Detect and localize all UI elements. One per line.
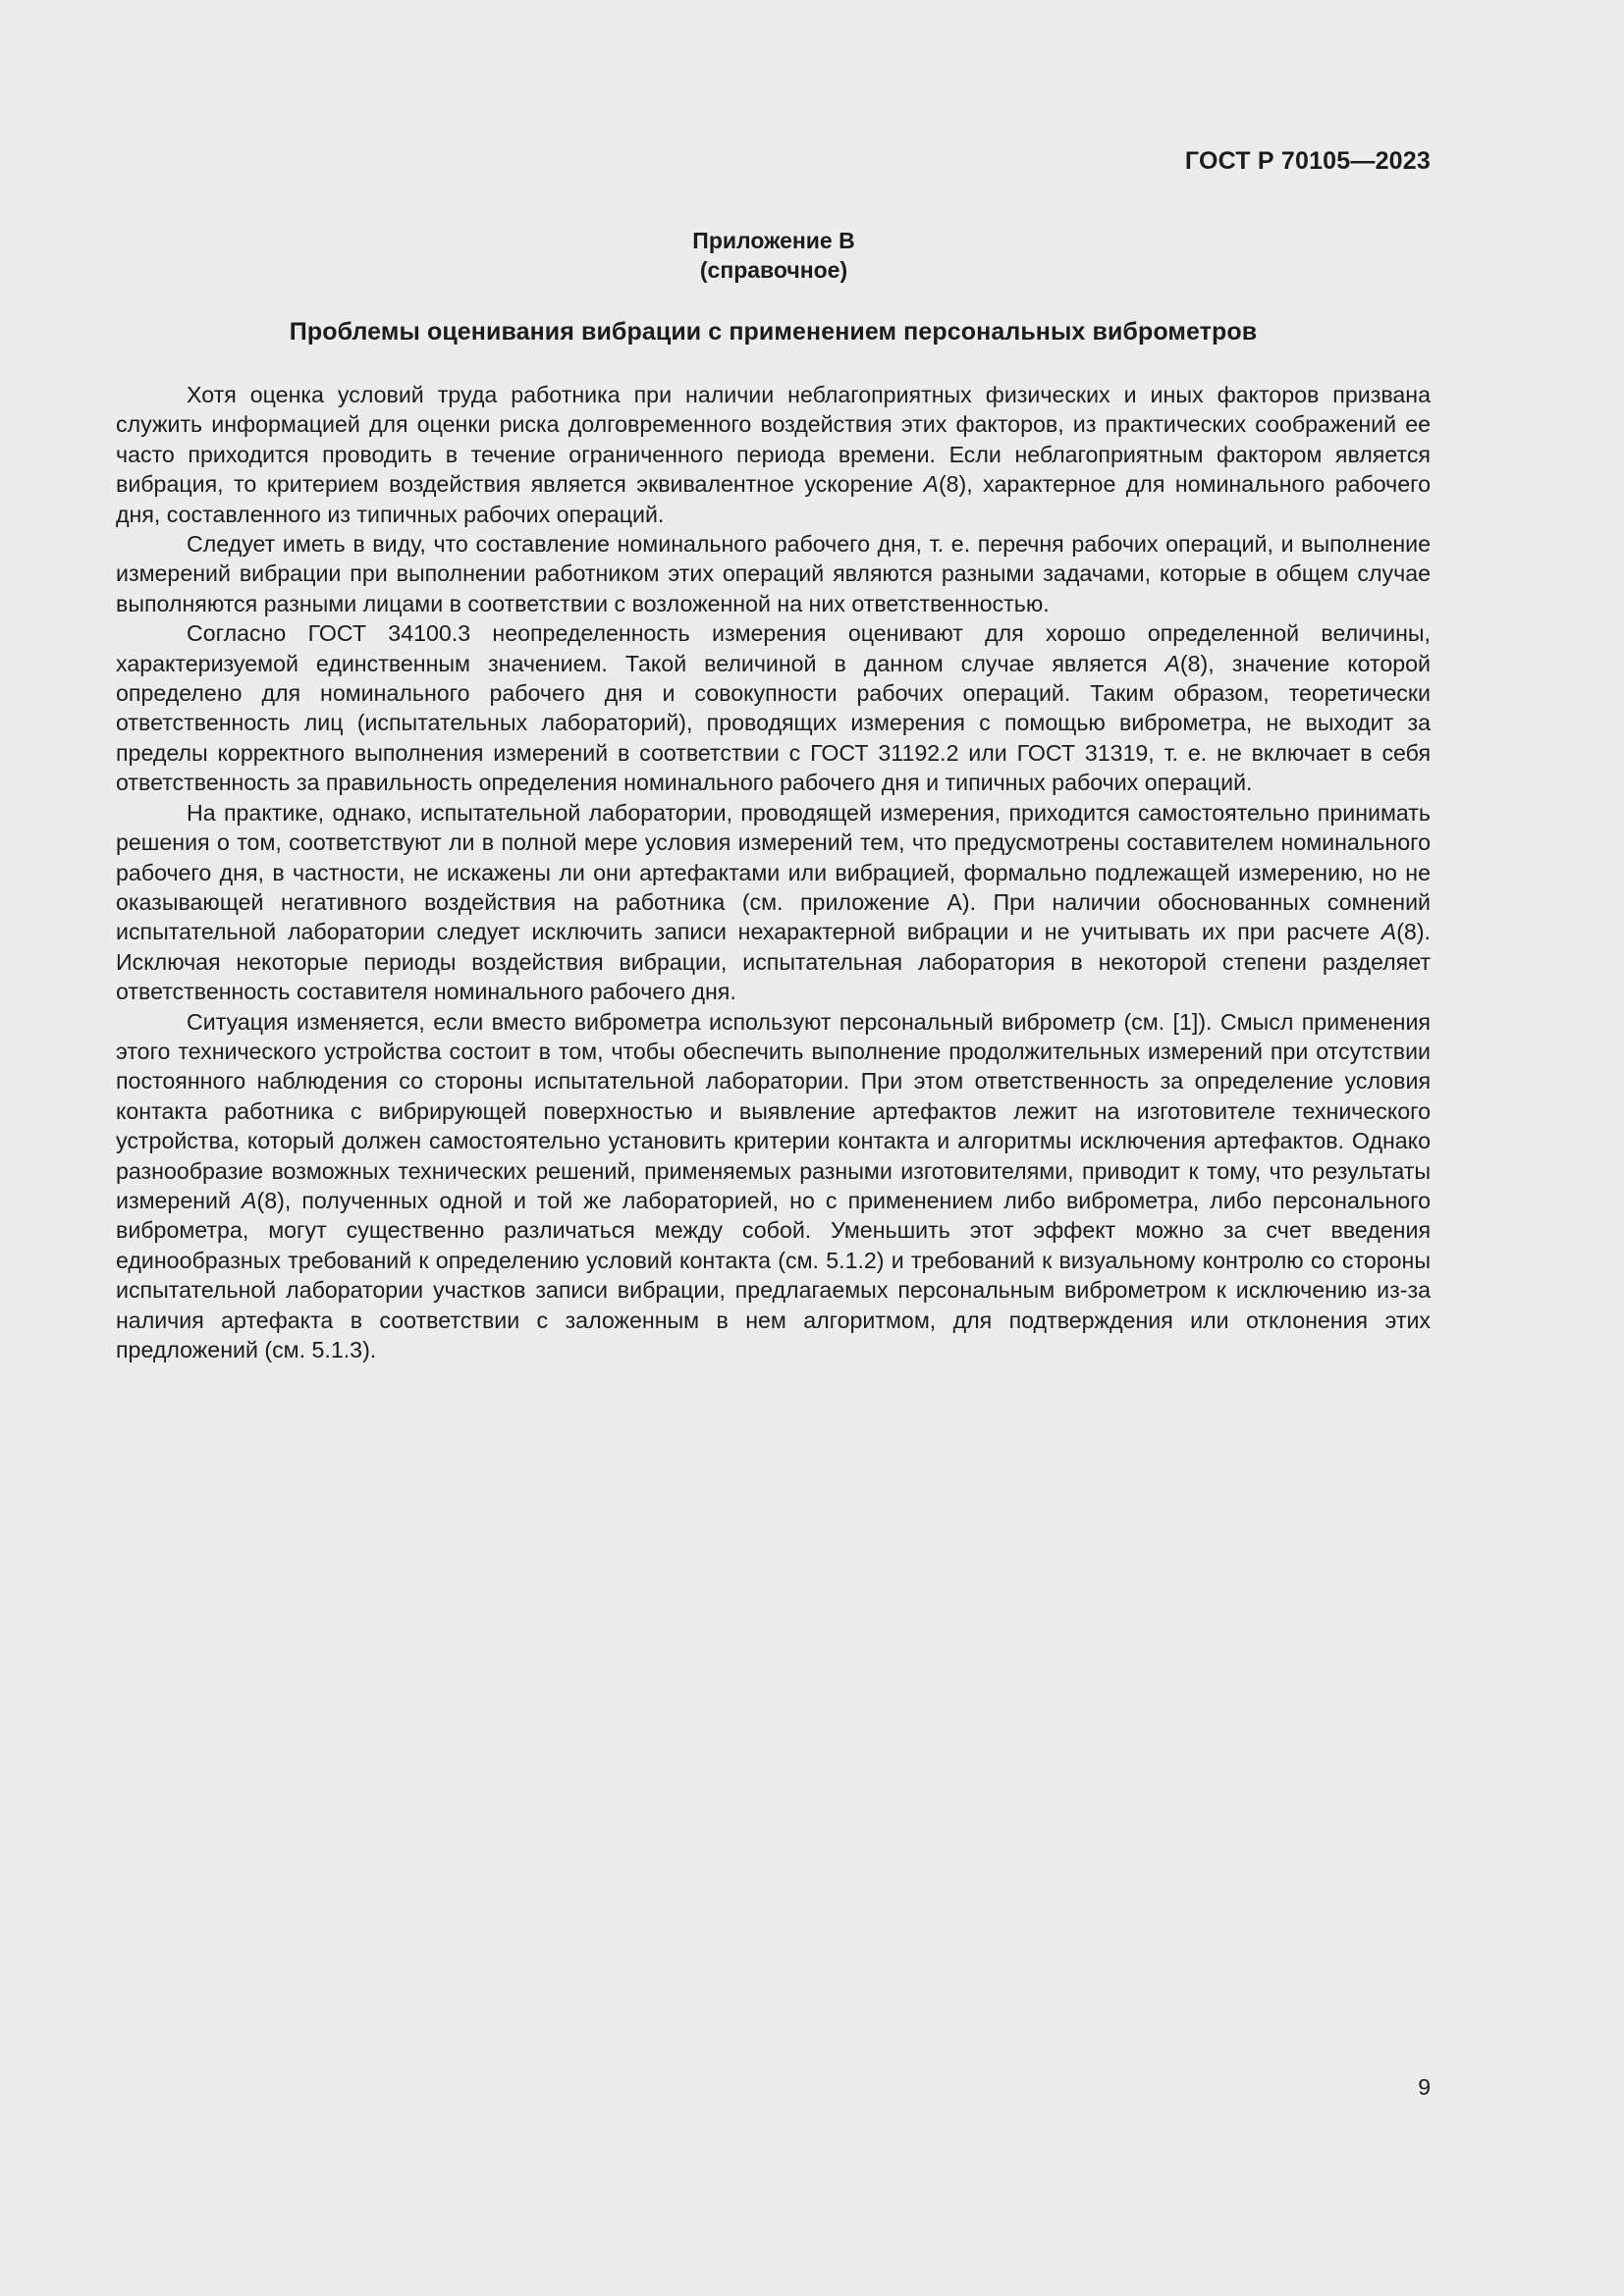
section-title: Проблемы оценивания вибрации с применением персональных виброметров (289, 318, 1258, 346)
paragraph: Согласно ГОСТ 34100.3 неопределенность измерения оценивают для хорошо определенной величины, характеризуемой единственным значением. Такой величиной в данном случае является A(8), значение которой определено для номинального рабочего дня и совокупности рабочих операций. Таким образом, теоретически ответственность лиц (испытательных лабораторий), проводящих измерения с помощью виброметра, не выходит за пределы корректного выполнения измерений в соответствии с ГОСТ 31192.2 или ГОСТ 31319, т. е. не включает в себя ответственность за правильность определения номинального рабочего дня и типичных рабочих операций. (116, 620, 1431, 796)
paragraph: Ситуация изменяется, если вместо виброметра используют персональный виброметр (см. [1]). Смысл применения этого технического устройства состоит в том, чтобы обеспечить выполнение продолжительных измерений при отсутствии постоянного наблюдения со стороны испытательной лаборатории. При этом ответственность за определение условия контакта работника с вибрирующей поверхностью и выявление артефактов лежит на изготовителе технического устройства, который должен самостоятельно установить критерии контакта и алгоритмы исключения артефактов. Однако разнообразие возможных технических решений, применяемых разными изготовителями, приводит к тому, что результаты измерений A(8), полученных одной и той же лабораторией, но с применением либо виброметра, либо персонального виброметра, могут существенно различаться между собой. Уменьшить этот эффект можно за счет введения единообразных требований к определению условий контакта (см. 5.1.2) и требований к визуальному контролю со стороны испытательной лаборатории участков записи вибрации, предлагаемых персональным виброметром к исключению из-за наличия артефакта в соответствии с заложенным в нем алгоритмом, для подтверждения или отклонения этих предложений (см. 5.1.3). (116, 1008, 1431, 1362)
appendix-heading (0, 226, 1547, 285)
document-code: ГОСТ Р 70105—2023 (1184, 147, 1431, 175)
appendix-subtitle: (справочное) (699, 257, 848, 283)
paragraph: Следует иметь в виду, что составление номинального рабочего дня, т. е. перечня рабочих операций, и выполнение измерений вибрации при выполнении работником этих операций являются разными задачами, которые в общем случае выполняются разными лицами в соответствии с возложенной на них ответственностью. (116, 531, 1431, 616)
paragraph: Хотя оценка условий труда работника при наличии неблагоприятных физических и иных факторов призвана служить информацией для оценки риска долговременного воздействия этих факторов, из практических соображений ее часто приходится проводить в течение ограниченного периода времени. Если неблагоприятным фактором является вибрация, то критерием воздействия является эквивалентное ускорение A(8), характерное для номинального рабочего дня, составленного из типичных рабочих операций. (116, 382, 1431, 527)
body-text (116, 380, 1431, 1364)
appendix-title: Приложение В (692, 228, 855, 253)
page-number: 9 (1418, 2074, 1431, 2100)
paragraph: На практике, однако, испытательной лаборатории, проводящей измерения, приходится самостоятельно принимать решения о том, соответствуют ли в полной мере условия измерений тем, что предусмотрены составителем номинального рабочего дня, в частности, не искажены ли они артефактами или вибрацией, формально подлежащей измерению, но не оказывающей негативного воздействия на работника (см. приложение А). При наличии обоснованных сомнений испытательной лаборатории следует исключить записи нехарактерной вибрации и не учитывать их при расчете A(8). Исключая некоторые периоды воздействия вибрации, испытательная лаборатория в некоторой степени разделяет ответственность составителя номинального рабочего дня. (116, 799, 1431, 1005)
